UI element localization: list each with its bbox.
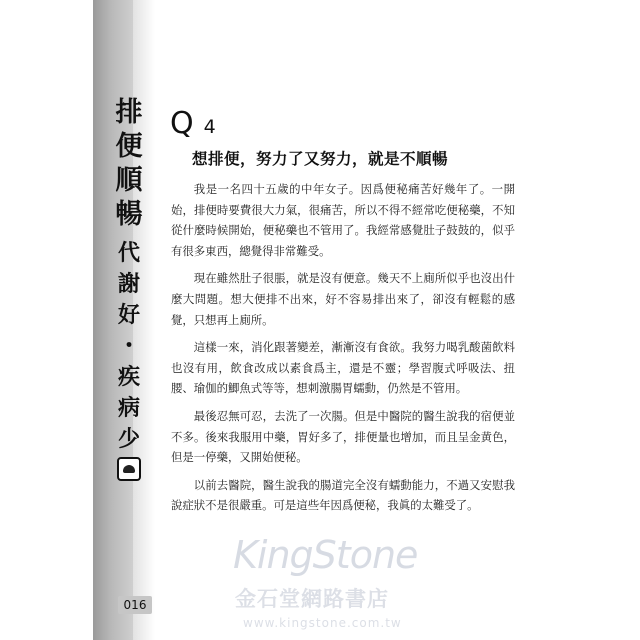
question-letter: Q xyxy=(170,106,194,141)
paragraph: 最後忍無可忍，去洗了一次腸。但是中醫院的醫生說我的宿便並不多。後來我服用中藥，胃好多了，排便量也增加，而且呈金黄色，但是一停藥，又開始便秘。 xyxy=(171,408,515,465)
watermark-url: www.kingstone.com.tw xyxy=(243,616,402,630)
side-title-sub xyxy=(118,238,140,455)
side-title-char: 順 xyxy=(115,165,143,196)
side-title-char: 便 xyxy=(115,131,143,162)
side-subtitle-char: 好 xyxy=(117,303,140,328)
question-number: 4 xyxy=(203,116,216,138)
paragraph: 我是一名四十五歲的中年女子。因爲便秘痛苦好幾年了。一開始，排便時要費很大力氣，很痛苦，所以不得不經常吃便秘藥，不知從什麼時候開始，便秘藥也不管用了。我經常感覺肚子鼓鼓的，似乎有很多東西，總覺得非常難受。 xyxy=(171,182,515,258)
body-text xyxy=(171,179,515,523)
side-subtitle-char: 少 xyxy=(117,427,140,452)
paragraph: 這樣一來，消化跟著變差，漸漸沒有食欲。我努力喝乳酸菌飲料也沒有用，飲食改成以素食爲主，還是不靈；學習腹式呼吸法、扭腰、瑜伽的鯽魚式等等，想刺激腸胃蠕動，仍然是不管用。 xyxy=(171,340,515,396)
question-title: 想排便，努力了又努力，就是不順暢 xyxy=(192,150,449,168)
watermark-store-name: 金石堂網路書店 xyxy=(235,586,389,611)
toilet-icon xyxy=(117,457,141,481)
side-subtitle-char: ・ xyxy=(117,334,140,359)
side-subtitle-char: 疾 xyxy=(117,365,140,390)
page-number: 016 xyxy=(118,596,152,614)
question-header xyxy=(170,106,216,141)
side-title-main xyxy=(116,96,143,232)
chapter-side-title xyxy=(107,96,151,481)
paragraph: 以前去醫院，醫生說我的腸道完全沒有蠕動能力，不過又安慰我說症狀不是很嚴重。可是這些年因爲便秘，我眞的太難受了。 xyxy=(171,477,515,513)
side-title-char: 暢 xyxy=(115,199,143,230)
side-title-char: 排 xyxy=(115,97,143,128)
paragraph: 現在雖然肚子很脹，就是沒有便意。幾天不上廁所似乎也沒出什麼大問題。想大便排不出來，好不容易排出來了，卻沒有輕鬆的感覺，只想再上廁所。 xyxy=(171,271,515,327)
side-subtitle-char: 病 xyxy=(117,396,140,421)
side-subtitle-char: 謝 xyxy=(117,272,140,297)
side-subtitle-char: 代 xyxy=(117,241,140,266)
watermark-brand: KingStone xyxy=(233,533,418,577)
